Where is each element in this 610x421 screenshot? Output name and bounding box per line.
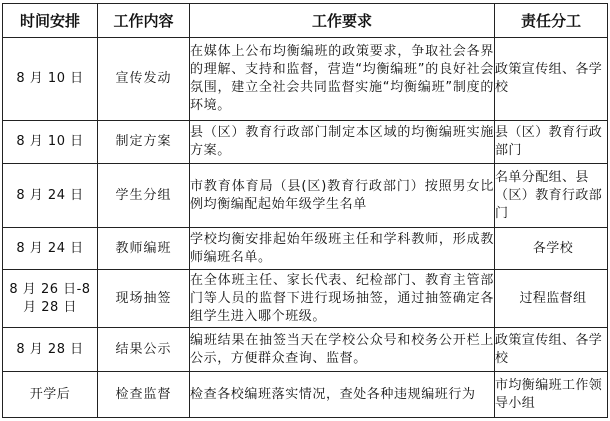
cell-content: 教师编班 [98, 228, 190, 270]
header-responsibility: 责任分工 [495, 4, 608, 38]
header-content: 工作内容 [98, 4, 190, 38]
cell-content: 现场抽签 [98, 270, 190, 328]
cell-requirement: 在媒体上公布均衡编班的政策要求，争取社会各界的理解、支持和监督，营造“均衡编班”的良好社会氛围，建立全社会共同监督实施“均衡编班”制度的环境。 [190, 38, 495, 121]
cell-responsibility: 各学校 [495, 228, 608, 270]
cell-requirement: 在全体班主任、家长代表、纪检部门、教育主管部门等人员的监督下进行现场抽签，通过抽签确定各组学生进入哪个班级。 [190, 270, 495, 328]
cell-time: 8 月 28 日 [3, 328, 98, 372]
cell-requirement: 市教育体育局（县(区)教育行政部门）按照男女比例均衡编配起始年级学生名单 [190, 164, 495, 228]
cell-requirement: 县（区）教育行政部门制定本区域的均衡编班实施方案。 [190, 120, 495, 164]
cell-requirement: 编班结果在抽签当天在学校公众号和校务公开栏上公示，方便群众查询、监督。 [190, 328, 495, 372]
cell-time: 8 月 24 日 [3, 228, 98, 270]
table-row [3, 120, 608, 164]
header-time: 时间安排 [3, 4, 98, 38]
cell-time: 开学后 [3, 372, 98, 418]
cell-content: 制定方案 [98, 120, 190, 164]
cell-requirement: 检查各校编班落实情况，查处各种违规编班行为 [190, 372, 495, 418]
table-row [3, 228, 608, 270]
cell-requirement: 学校均衡安排起始年级班主任和学科教师，形成教师编班名单。 [190, 228, 495, 270]
cell-time: 8 月 26 日-8 月 28 日 [3, 270, 98, 328]
cell-responsibility: 县（区）教育行政部门 [495, 120, 608, 164]
cell-responsibility: 名单分配组、县（区）教育行政部门 [495, 164, 608, 228]
cell-content: 检查监督 [98, 372, 190, 418]
cell-content: 结果公示 [98, 328, 190, 372]
cell-content: 宣传发动 [98, 38, 190, 121]
table-row [3, 164, 608, 228]
cell-responsibility: 政策宣传组、各学校 [495, 38, 608, 121]
table-row [3, 38, 608, 121]
cell-time: 8 月 10 日 [3, 120, 98, 164]
cell-responsibility: 市均衡编班工作领导小组 [495, 372, 608, 418]
header-requirement: 工作要求 [190, 4, 495, 38]
cell-responsibility: 政策宣传组、各学校 [495, 328, 608, 372]
cell-content: 学生分组 [98, 164, 190, 228]
table-header-row [3, 4, 608, 38]
schedule-table [2, 3, 608, 418]
cell-time: 8 月 10 日 [3, 38, 98, 121]
cell-responsibility: 过程监督组 [495, 270, 608, 328]
table-row [3, 372, 608, 418]
table-row [3, 270, 608, 328]
table-row [3, 328, 608, 372]
cell-time: 8 月 24 日 [3, 164, 98, 228]
